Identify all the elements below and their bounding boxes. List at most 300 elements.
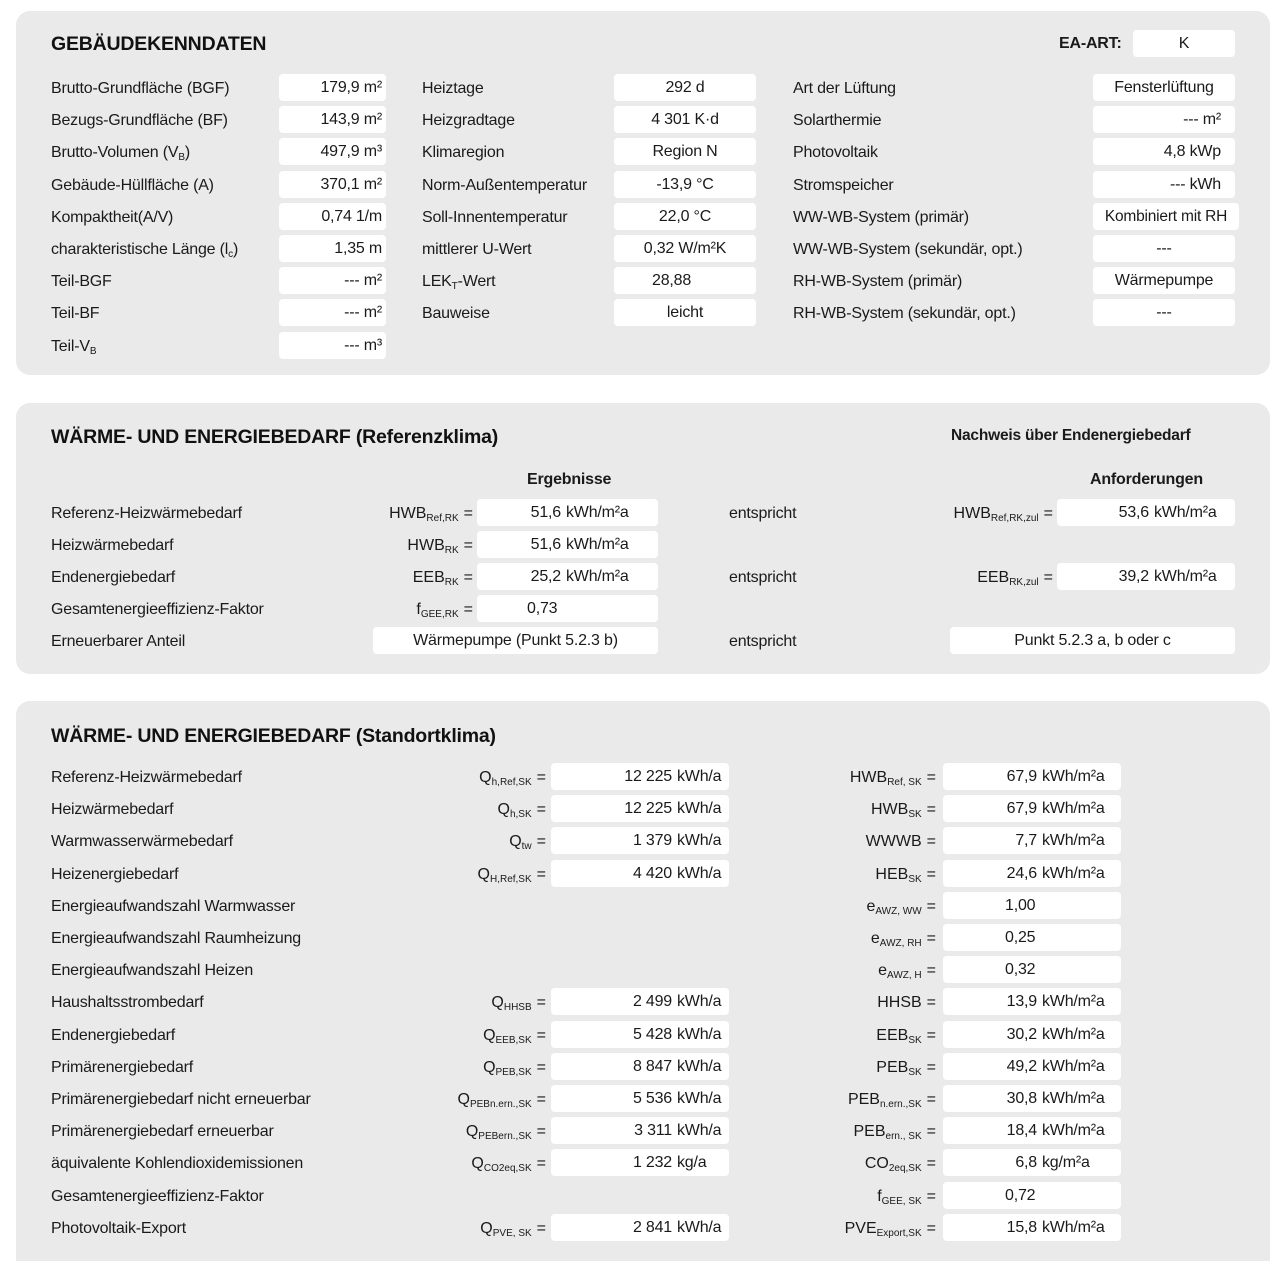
klima-value: 22,0 °C [614, 203, 756, 230]
kenndaten-label-text: Kompaktheit(A/V) [51, 209, 174, 226]
symbol-sub: PEBn.ern.,SK [469, 1099, 532, 1110]
s-symbol [776, 1123, 936, 1142]
symbol-base: f [877, 1187, 882, 1205]
value-number: 51,6 [530, 504, 561, 521]
kenndaten-label-text: Brutto-Volumen (V [51, 144, 179, 161]
klima-label [422, 305, 490, 323]
s-value [943, 988, 1121, 1015]
kenndaten-label-sub: c [228, 249, 233, 260]
q-symbol [396, 1123, 546, 1142]
symbol-eq: = [926, 1058, 936, 1076]
symbol-sub: ern., SK [885, 1131, 922, 1143]
system-label: WW-WB-System (primär) [793, 209, 969, 226]
system-label: Stromspeicher [793, 177, 894, 194]
q-symbol [396, 1091, 546, 1110]
value-number: 51,6 [530, 536, 561, 553]
symbol-base: HEB [875, 865, 909, 883]
symbol-sub: RK [444, 545, 459, 556]
symbol-eq: = [926, 1187, 936, 1205]
symbol-sub: SK [908, 809, 922, 821]
s-value [943, 1182, 1121, 1209]
value-unit: kWh/a [677, 768, 722, 785]
value-number: 1 232 [632, 1154, 672, 1172]
symbol-sub: HHSB [503, 1002, 532, 1014]
symbol-sub: EEB,SK [495, 1034, 532, 1046]
system-label: Art der Lüftung [793, 80, 896, 97]
symbol-eq: = [536, 1155, 546, 1173]
value-number: 2 841 [632, 1218, 672, 1236]
kenndaten-label-sub: B [89, 346, 97, 357]
s-value [943, 827, 1121, 854]
anforderung-symbol [896, 505, 1053, 524]
klima-label-text: Heizgradtage [422, 112, 515, 129]
s-symbol [776, 866, 936, 885]
referenz-value [477, 531, 658, 558]
system-value: --- [1093, 299, 1235, 326]
value-number: 53,6 [1118, 504, 1149, 521]
value-number: 0,72 [1005, 1186, 1036, 1204]
klima-label-text: Klimaregion [422, 144, 505, 161]
symbol-sub: SK [908, 1034, 922, 1046]
system-label: RH-WB-System (primär) [793, 273, 963, 290]
symbol-sub: 2eq,SK [888, 1163, 922, 1175]
symbol-eq: = [926, 1026, 936, 1044]
value-number: 39,2 [1118, 568, 1149, 585]
q-value [551, 988, 729, 1015]
klima-value: leicht [614, 299, 756, 326]
s-symbol [776, 801, 936, 820]
symbol-base: Q [477, 865, 490, 883]
s-value [943, 1149, 1121, 1176]
s-symbol [776, 1059, 936, 1078]
symbol-sub: Ref,RK,zul [990, 513, 1039, 524]
s-value [943, 795, 1121, 822]
standort-label: Energieaufwandszahl Warmwasser [51, 897, 296, 915]
symbol-sub: AWZ, H [887, 970, 922, 982]
anforderung-value [1057, 499, 1235, 526]
referenz-label: Referenz-Heizwärmebedarf [51, 505, 242, 522]
kenndaten-value: --- m³ [279, 332, 386, 359]
kenndaten-value: 179,9 m² [279, 74, 386, 101]
standort-label: Primärenergiebedarf [51, 1058, 194, 1076]
symbol-sub: SK [908, 873, 922, 885]
symbol-eq: = [926, 801, 936, 819]
klima-value: 4 301 K·d [614, 106, 756, 133]
klima-label-sub: T [451, 281, 458, 292]
s-value [943, 1214, 1121, 1241]
klima-label [422, 273, 495, 292]
standort-label: Referenz-Heizwärmebedarf [51, 769, 242, 786]
symbol-base: Q [483, 1026, 496, 1044]
referenz-label: Heizwärmebedarf [51, 537, 174, 554]
s-symbol [776, 930, 936, 949]
q-symbol [396, 1155, 546, 1174]
symbol-base: Q [491, 994, 504, 1012]
symbol-eq: = [926, 994, 936, 1012]
klima-label-text: mittlerer U-Wert [422, 241, 532, 258]
symbol-base: HWB [389, 505, 427, 522]
value-unit: kWh/m²a [1042, 768, 1105, 785]
symbol-eq: = [536, 1091, 546, 1108]
kenndaten-value: --- m² [279, 267, 386, 294]
s-symbol [776, 1155, 936, 1174]
ergebnisse-header: Ergebnisse [527, 471, 612, 488]
symbol-eq: = [536, 769, 546, 786]
s-symbol [776, 833, 936, 851]
klima-value: Region N [614, 138, 756, 165]
s-symbol [776, 769, 936, 788]
value-unit: kWh/m²a [1042, 1122, 1105, 1140]
symbol-base: EEB [977, 569, 1010, 586]
standort-label: Energieaufwandszahl Raumheizung [51, 930, 301, 947]
symbol-sub: h,Ref,SK [491, 777, 532, 788]
standort-label: Primärenergiebedarf erneuerbar [51, 1123, 274, 1141]
kenndaten-label [51, 338, 96, 357]
symbol-base: Q [480, 1219, 493, 1237]
symbol-base: e [866, 897, 876, 915]
kenndaten-label-text: Bezugs-Grundfläche (BF) [51, 112, 228, 129]
value-number: 49,2 [1006, 1057, 1037, 1075]
standort-label: Warmwasserwärmebedarf [51, 833, 233, 851]
symbol-base: PEB [853, 1123, 886, 1141]
value-unit: kWh/m²a [1154, 504, 1217, 521]
symbol-eq: = [536, 1058, 546, 1076]
referenz-value [477, 595, 658, 622]
symbol-eq: = [926, 1219, 936, 1237]
s-value [943, 1117, 1121, 1144]
symbol-eq: = [926, 930, 936, 947]
symbol-base: Q [465, 1123, 479, 1141]
kenndaten-value: --- m² [279, 299, 386, 326]
symbol-base: f [416, 601, 421, 618]
value-number: 12 225 [624, 800, 672, 818]
kenndaten-label-text: charakteristische Länge (l [51, 241, 229, 258]
standort-label: Primärenergiebedarf nicht erneuerbar [51, 1091, 311, 1108]
value-unit: kWh/m²a [566, 568, 629, 585]
value-unit: kWh/m²a [566, 536, 629, 553]
value-number: 30,2 [1006, 1025, 1037, 1043]
standort-label: Heizenergiebedarf [51, 865, 179, 883]
standort-label: Endenergiebedarf [51, 1026, 176, 1044]
value-unit: kWh/m²a [1042, 993, 1105, 1011]
value-number: 1 379 [632, 832, 672, 850]
symbol-sub: PVE, SK [492, 1227, 532, 1239]
value-unit: kWh/m²a [1042, 864, 1105, 882]
gebaeudekenndaten-panel [16, 11, 1270, 375]
symbol-eq: = [536, 865, 546, 883]
s-symbol [776, 1188, 936, 1207]
system-value: Kombiniert mit RH [1093, 203, 1239, 230]
entspricht-label: entspricht [729, 633, 797, 650]
symbol-sub: AWZ, RH [879, 938, 922, 949]
kenndaten-value: 143,9 m² [279, 106, 386, 133]
symbol-base: HWB [953, 505, 991, 522]
anforderung-symbol [896, 569, 1053, 588]
symbol-base: Q [497, 801, 510, 819]
s-symbol [776, 1091, 936, 1110]
q-value [551, 1021, 729, 1048]
s-value [943, 956, 1121, 983]
referenz-value [477, 499, 658, 526]
klima-value: 292 d [614, 74, 756, 101]
s-symbol [776, 1027, 936, 1046]
ea-art-value: K [1133, 30, 1235, 57]
klima-label-text: Heiztage [422, 80, 484, 97]
symbol-sub: Export,SK [876, 1227, 922, 1239]
value-unit: kWh/a [677, 800, 722, 818]
s-symbol [776, 962, 936, 981]
symbol-base: WWWB [865, 833, 922, 851]
symbol-sub: GEE,RK [420, 609, 459, 620]
referenz-label: Endenergiebedarf [51, 569, 176, 586]
symbol-base: e [878, 962, 888, 980]
symbol-eq: = [536, 833, 546, 851]
s-value [943, 1021, 1121, 1048]
symbol-eq: = [463, 537, 473, 554]
s-value [943, 763, 1121, 790]
q-symbol [396, 833, 546, 852]
s-value [943, 860, 1121, 887]
symbol-eq: = [463, 505, 473, 522]
kenndaten-label-text: Brutto-Grundfläche (BGF) [51, 80, 230, 97]
system-label: WW-WB-System (sekundär, opt.) [793, 241, 1023, 258]
value-number: 13,9 [1006, 993, 1037, 1011]
klima-label [422, 144, 504, 162]
value-unit: kWh/a [677, 864, 722, 882]
symbol-eq: = [536, 1123, 546, 1141]
referenz-value [477, 563, 658, 590]
symbol-eq: = [536, 994, 546, 1012]
kenndaten-label-text: Teil-V [51, 338, 90, 355]
s-symbol [776, 994, 936, 1012]
klima-label-text: Soll-Innentemperatur [422, 209, 568, 226]
s-value [943, 1053, 1121, 1080]
value-number: 30,8 [1006, 1090, 1037, 1107]
value-number: 0,32 [1005, 961, 1036, 979]
klima-label-text: Bauweise [422, 305, 490, 322]
value-unit: kWh/a [677, 1025, 722, 1043]
standort-label: Photovoltaik-Export [51, 1219, 186, 1237]
value-number: 7,7 [1015, 832, 1037, 850]
referenz-symbol [316, 601, 473, 620]
kenndaten-label [51, 144, 190, 163]
q-value [551, 763, 729, 790]
s-value [943, 1085, 1121, 1112]
symbol-base: HWB [870, 801, 909, 819]
value-unit: kWh/m²a [1042, 1025, 1105, 1043]
kenndaten-label [51, 209, 173, 227]
symbol-eq: = [926, 1123, 936, 1141]
symbol-eq: = [926, 1091, 936, 1108]
system-label: Solarthermie [793, 112, 882, 129]
symbol-sub: h,SK [509, 809, 532, 821]
symbol-sub: tw [521, 841, 532, 853]
klima-label-text: Norm-Außentemperatur [422, 177, 587, 194]
q-symbol [396, 1059, 546, 1078]
entspricht-label: entspricht [729, 505, 797, 522]
value-number: 8 847 [632, 1057, 672, 1075]
ea-art-label: EA-ART: [1059, 35, 1122, 52]
klima-value: 28,88 [614, 267, 756, 294]
referenz-label: Gesamtenergieeffizienz-Faktor [51, 601, 264, 618]
q-symbol [396, 994, 546, 1013]
symbol-base: PEB [876, 1058, 909, 1076]
anforderung-erneuerbar: Punkt 5.2.3 a, b oder c [950, 627, 1235, 654]
symbol-base: HHSB [877, 994, 922, 1012]
value-number: 1,00 [1005, 896, 1036, 914]
symbol-eq: = [1043, 505, 1053, 522]
referenz-label: Erneuerbarer Anteil [51, 633, 186, 650]
kenndaten-label [51, 177, 214, 195]
value-unit: kg/a [677, 1154, 707, 1172]
symbol-eq: = [926, 897, 936, 915]
q-value [551, 1117, 729, 1144]
value-number: 0,25 [1005, 929, 1036, 946]
s-symbol [776, 1220, 936, 1239]
symbol-sub: SK [908, 1066, 922, 1078]
kenndaten-value: 370,1 m² [279, 171, 386, 198]
symbol-base: EEB [412, 569, 445, 586]
standort-label: Heizwärmebedarf [51, 801, 174, 819]
section-title-referenzklima: WÄRME- UND ENERGIEBEDARF (Referenzklima) [51, 426, 499, 448]
value-unit: kWh/a [677, 1218, 722, 1236]
kenndaten-label-sub: B [178, 152, 185, 163]
symbol-base: Q [479, 769, 492, 786]
klima-label [422, 112, 515, 130]
klima-label [422, 80, 484, 98]
s-value [943, 924, 1121, 951]
symbol-sub: RK,zul [1009, 577, 1039, 588]
symbol-eq: = [463, 601, 473, 618]
standort-label: Haushaltsstrombedarf [51, 994, 204, 1012]
standort-label: Gesamtenergieeffizienz-Faktor [51, 1187, 264, 1205]
erneuerbar-value: Wärmepumpe (Punkt 5.2.3 b) [373, 627, 658, 654]
symbol-base: Q [483, 1058, 496, 1076]
referenz-symbol [316, 537, 473, 556]
q-symbol [396, 801, 546, 820]
symbol-sub: PEBern.,SK [478, 1131, 532, 1143]
entspricht-label: entspricht [729, 569, 797, 586]
referenz-symbol [316, 505, 473, 524]
value-unit: kWh/m²a [566, 504, 629, 521]
value-number: 5 428 [632, 1025, 672, 1043]
value-unit: kWh/a [677, 832, 722, 850]
symbol-base: Q [457, 1091, 470, 1108]
kenndaten-label-text: Teil-BF [51, 305, 100, 322]
value-number: 67,9 [1006, 768, 1037, 785]
q-value [551, 1214, 729, 1241]
symbol-sub: CO2eq,SK [483, 1163, 532, 1175]
klima-value: -13,9 °C [614, 171, 756, 198]
system-value: Fensterlüftung [1093, 74, 1235, 101]
value-number: 24,6 [1006, 864, 1037, 882]
value-unit: kWh/m²a [1154, 568, 1217, 585]
system-value: --- m² [1093, 106, 1235, 133]
kenndaten-value: 497,9 m³ [279, 138, 386, 165]
kenndaten-label [51, 305, 99, 323]
value-unit: kg/m²a [1042, 1154, 1090, 1172]
s-symbol [776, 898, 936, 917]
referenz-symbol [316, 569, 473, 588]
kenndaten-value: 1,35 m [279, 235, 386, 262]
value-number: 12 225 [624, 768, 672, 785]
value-number: 4 420 [632, 864, 672, 882]
symbol-eq: = [536, 1026, 546, 1044]
symbol-eq: = [536, 1219, 546, 1237]
klima-value: 0,32 W/m²K [614, 235, 756, 262]
symbol-sub: Ref, SK [887, 777, 922, 788]
symbol-eq: = [1043, 569, 1053, 586]
system-value: Wärmepumpe [1093, 267, 1235, 294]
system-value: --- kWh [1093, 171, 1235, 198]
klima-label-text: LEK [422, 273, 452, 290]
kenndaten-label-text: Teil-BGF [51, 273, 112, 290]
section-title-standortklima: WÄRME- UND ENERGIEBEDARF (Standortklima) [51, 725, 496, 747]
anforderung-value [1057, 563, 1235, 590]
q-value [551, 827, 729, 854]
symbol-eq: = [926, 833, 936, 851]
value-unit: kWh/m²a [1042, 1218, 1105, 1236]
value-unit: kWh/m²a [1042, 1057, 1105, 1075]
symbol-sub: RK [444, 577, 459, 588]
symbol-eq: = [463, 569, 473, 586]
kenndaten-label-text: Gebäude-Hüllfläche (A) [51, 177, 214, 194]
system-value: --- [1093, 235, 1235, 262]
value-unit: kWh/m²a [1042, 1090, 1105, 1107]
q-value [551, 1053, 729, 1080]
q-symbol [396, 769, 546, 788]
klima-label [422, 209, 567, 227]
system-value: 4,8 kWp [1093, 138, 1235, 165]
value-unit: kWh/m²a [1042, 800, 1105, 818]
q-value [551, 1085, 729, 1112]
q-symbol [396, 1220, 546, 1239]
symbol-sub: Ref,RK [426, 513, 459, 524]
kenndaten-label [51, 241, 238, 260]
kenndaten-label [51, 273, 112, 291]
standort-label: Energieaufwandszahl Heizen [51, 962, 254, 980]
symbol-base: e [870, 930, 880, 947]
kenndaten-label [51, 112, 228, 130]
system-label: RH-WB-System (sekundär, opt.) [793, 305, 1016, 322]
symbol-sub: H,Ref,SK [489, 873, 532, 885]
symbol-base: HWB [407, 537, 445, 554]
value-number: 2 499 [632, 993, 672, 1011]
value-unit: kWh/a [677, 1057, 722, 1075]
symbol-base: EEB [876, 1026, 909, 1044]
anforderungen-header: Anforderungen [1090, 471, 1203, 488]
symbol-eq: = [926, 769, 936, 786]
value-number: 3 311 [634, 1122, 672, 1140]
value-unit: kWh/m²a [1042, 832, 1105, 850]
referenzklima-panel [16, 403, 1270, 674]
symbol-eq: = [926, 962, 936, 980]
klima-label [422, 241, 531, 259]
q-value [551, 795, 729, 822]
nachweis-label: Nachweis über Endenergiebedarf [951, 427, 1191, 444]
q-value [551, 860, 729, 887]
value-unit: kWh/a [677, 1122, 722, 1140]
value-unit: kWh/a [677, 1090, 722, 1107]
symbol-base: PEB [847, 1091, 880, 1108]
kenndaten-label-after: ) [184, 144, 190, 161]
system-label: Photovoltaik [793, 144, 878, 161]
q-symbol [396, 1027, 546, 1046]
kenndaten-label-after: ) [232, 241, 239, 258]
standort-label: äquivalente Kohlendioxidemissionen [51, 1155, 304, 1173]
symbol-sub: AWZ, WW [875, 905, 922, 917]
value-number: 18,4 [1006, 1122, 1037, 1140]
